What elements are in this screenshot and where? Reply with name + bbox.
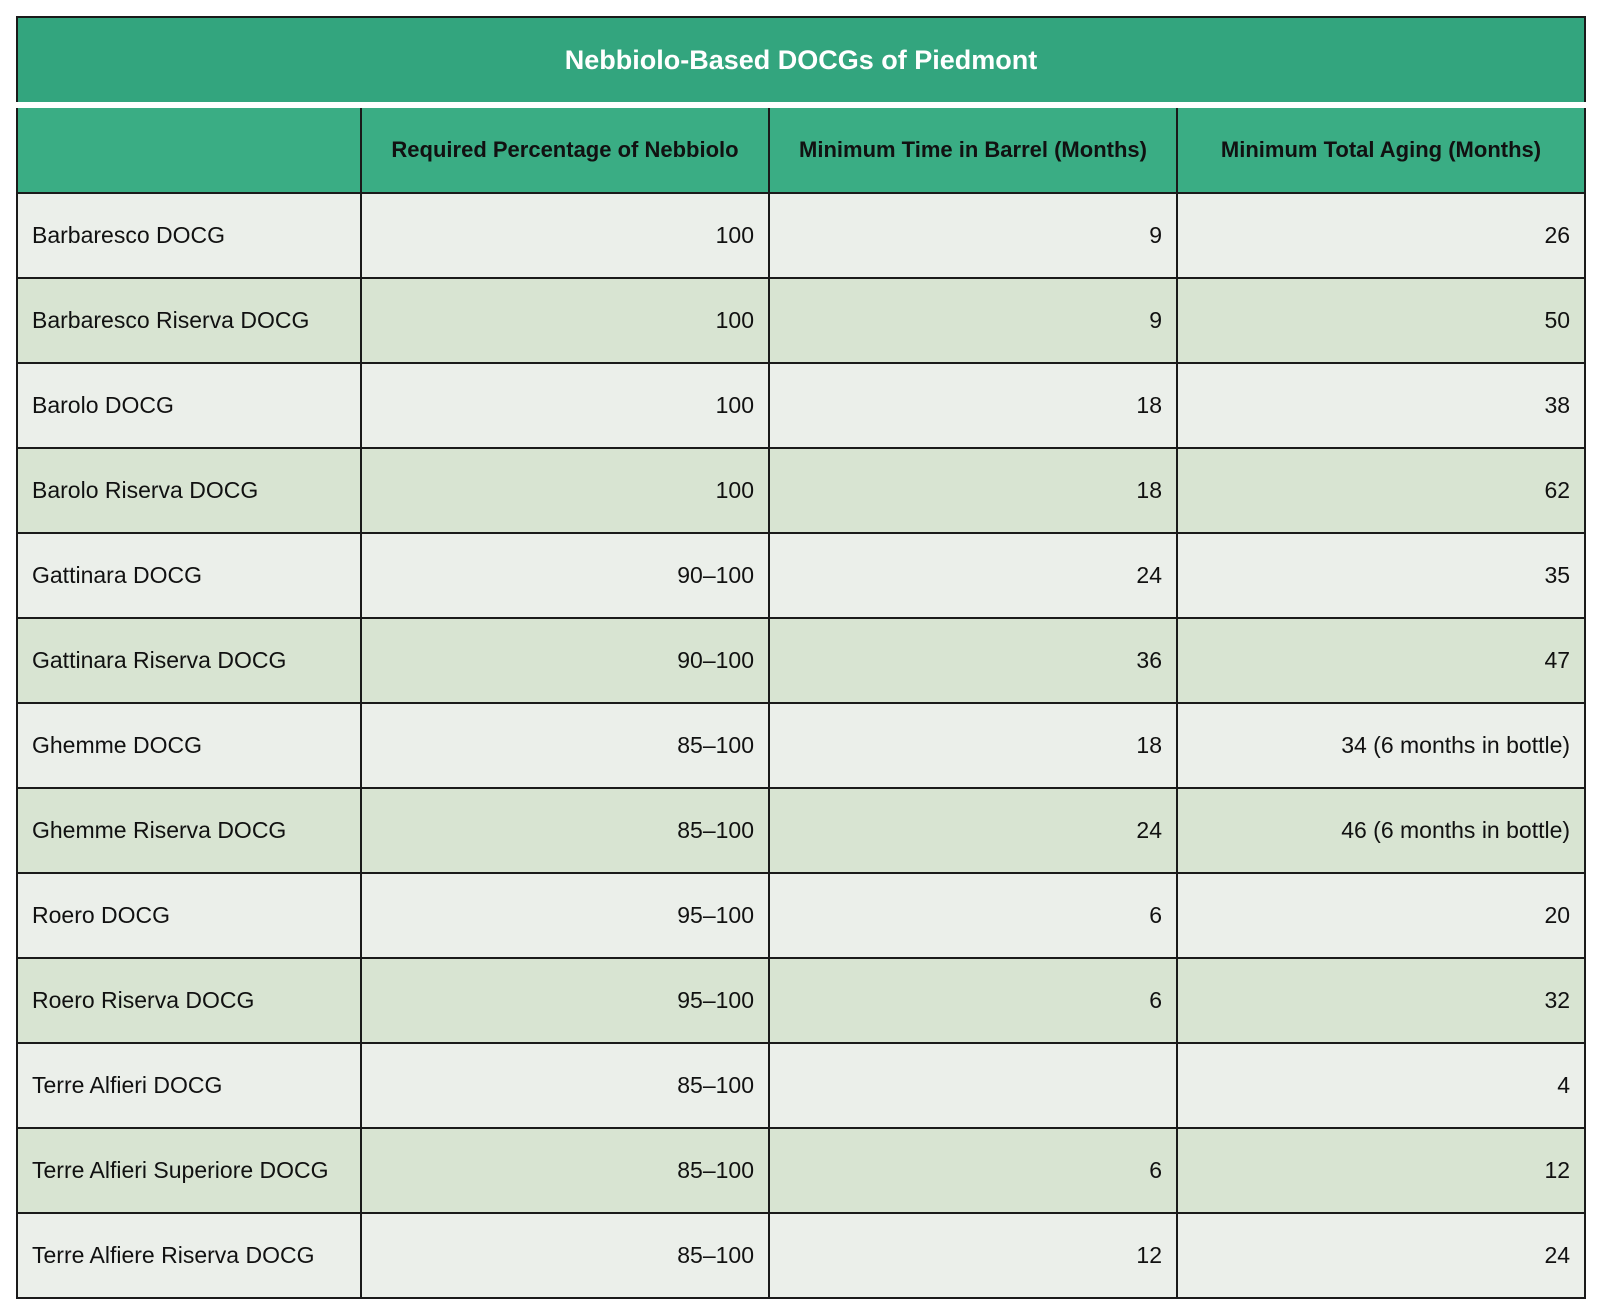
table-row	[17, 788, 1585, 873]
table-row	[17, 1213, 1585, 1298]
docg-name-cell: Barbaresco Riserva DOCG	[17, 278, 361, 363]
barrel-time-cell: 24	[769, 533, 1177, 618]
total-aging-cell: 4	[1177, 1043, 1585, 1128]
docg-name-cell: Terre Alfieri Superiore DOCG	[17, 1128, 361, 1213]
nebbiolo-percentage-cell: 100	[361, 278, 769, 363]
nebbiolo-percentage-cell: 90–100	[361, 533, 769, 618]
table-row	[17, 958, 1585, 1043]
column-header-name	[17, 105, 361, 193]
table-body	[17, 193, 1585, 1298]
barrel-time-cell: 18	[769, 448, 1177, 533]
total-aging-cell: 20	[1177, 873, 1585, 958]
nebbiolo-percentage-cell: 85–100	[361, 703, 769, 788]
table-row	[17, 448, 1585, 533]
column-header-nebbiolo-percentage: Required Percentage of Nebbiolo	[361, 105, 769, 193]
table-row	[17, 1128, 1585, 1213]
nebbiolo-percentage-cell: 90–100	[361, 618, 769, 703]
nebbiolo-percentage-cell: 85–100	[361, 1213, 769, 1298]
total-aging-cell: 35	[1177, 533, 1585, 618]
barrel-time-cell: 9	[769, 278, 1177, 363]
nebbiolo-percentage-cell: 95–100	[361, 873, 769, 958]
title-row	[17, 17, 1585, 105]
docg-name-cell: Roero DOCG	[17, 873, 361, 958]
total-aging-cell: 32	[1177, 958, 1585, 1043]
column-header-total-aging: Minimum Total Aging (Months)	[1177, 105, 1585, 193]
barrel-time-cell: 6	[769, 958, 1177, 1043]
total-aging-cell: 50	[1177, 278, 1585, 363]
total-aging-cell: 38	[1177, 363, 1585, 448]
barrel-time-cell: 18	[769, 703, 1177, 788]
barrel-time-cell	[769, 1043, 1177, 1128]
total-aging-cell: 26	[1177, 193, 1585, 278]
nebbiolo-percentage-cell: 100	[361, 448, 769, 533]
table-row	[17, 703, 1585, 788]
docg-name-cell: Barbaresco DOCG	[17, 193, 361, 278]
docg-name-cell: Gattinara DOCG	[17, 533, 361, 618]
nebbiolo-percentage-cell: 100	[361, 363, 769, 448]
table-title: Nebbiolo-Based DOCGs of Piedmont	[17, 17, 1585, 105]
barrel-time-cell: 6	[769, 1128, 1177, 1213]
nebbiolo-percentage-cell: 85–100	[361, 1043, 769, 1128]
header-row	[17, 105, 1585, 193]
nebbiolo-percentage-cell: 85–100	[361, 1128, 769, 1213]
table-row	[17, 1043, 1585, 1128]
docg-table	[16, 16, 1586, 1299]
barrel-time-cell: 24	[769, 788, 1177, 873]
barrel-time-cell: 12	[769, 1213, 1177, 1298]
docg-name-cell: Barolo DOCG	[17, 363, 361, 448]
total-aging-cell: 24	[1177, 1213, 1585, 1298]
table-row	[17, 618, 1585, 703]
docg-name-cell: Ghemme Riserva DOCG	[17, 788, 361, 873]
table-row	[17, 873, 1585, 958]
nebbiolo-percentage-cell: 85–100	[361, 788, 769, 873]
total-aging-cell: 34 (6 months in bottle)	[1177, 703, 1585, 788]
barrel-time-cell: 36	[769, 618, 1177, 703]
docg-name-cell: Ghemme DOCG	[17, 703, 361, 788]
table-row	[17, 363, 1585, 448]
docg-name-cell: Barolo Riserva DOCG	[17, 448, 361, 533]
total-aging-cell: 62	[1177, 448, 1585, 533]
docg-name-cell: Gattinara Riserva DOCG	[17, 618, 361, 703]
total-aging-cell: 47	[1177, 618, 1585, 703]
total-aging-cell: 12	[1177, 1128, 1585, 1213]
column-header-barrel-time: Minimum Time in Barrel (Months)	[769, 105, 1177, 193]
nebbiolo-percentage-cell: 100	[361, 193, 769, 278]
barrel-time-cell: 6	[769, 873, 1177, 958]
nebbiolo-percentage-cell: 95–100	[361, 958, 769, 1043]
barrel-time-cell: 9	[769, 193, 1177, 278]
table-row	[17, 278, 1585, 363]
table-row	[17, 193, 1585, 278]
docg-name-cell: Terre Alfiere Riserva DOCG	[17, 1213, 361, 1298]
docg-name-cell: Terre Alfieri DOCG	[17, 1043, 361, 1128]
table-row	[17, 533, 1585, 618]
barrel-time-cell: 18	[769, 363, 1177, 448]
total-aging-cell: 46 (6 months in bottle)	[1177, 788, 1585, 873]
docg-name-cell: Roero Riserva DOCG	[17, 958, 361, 1043]
